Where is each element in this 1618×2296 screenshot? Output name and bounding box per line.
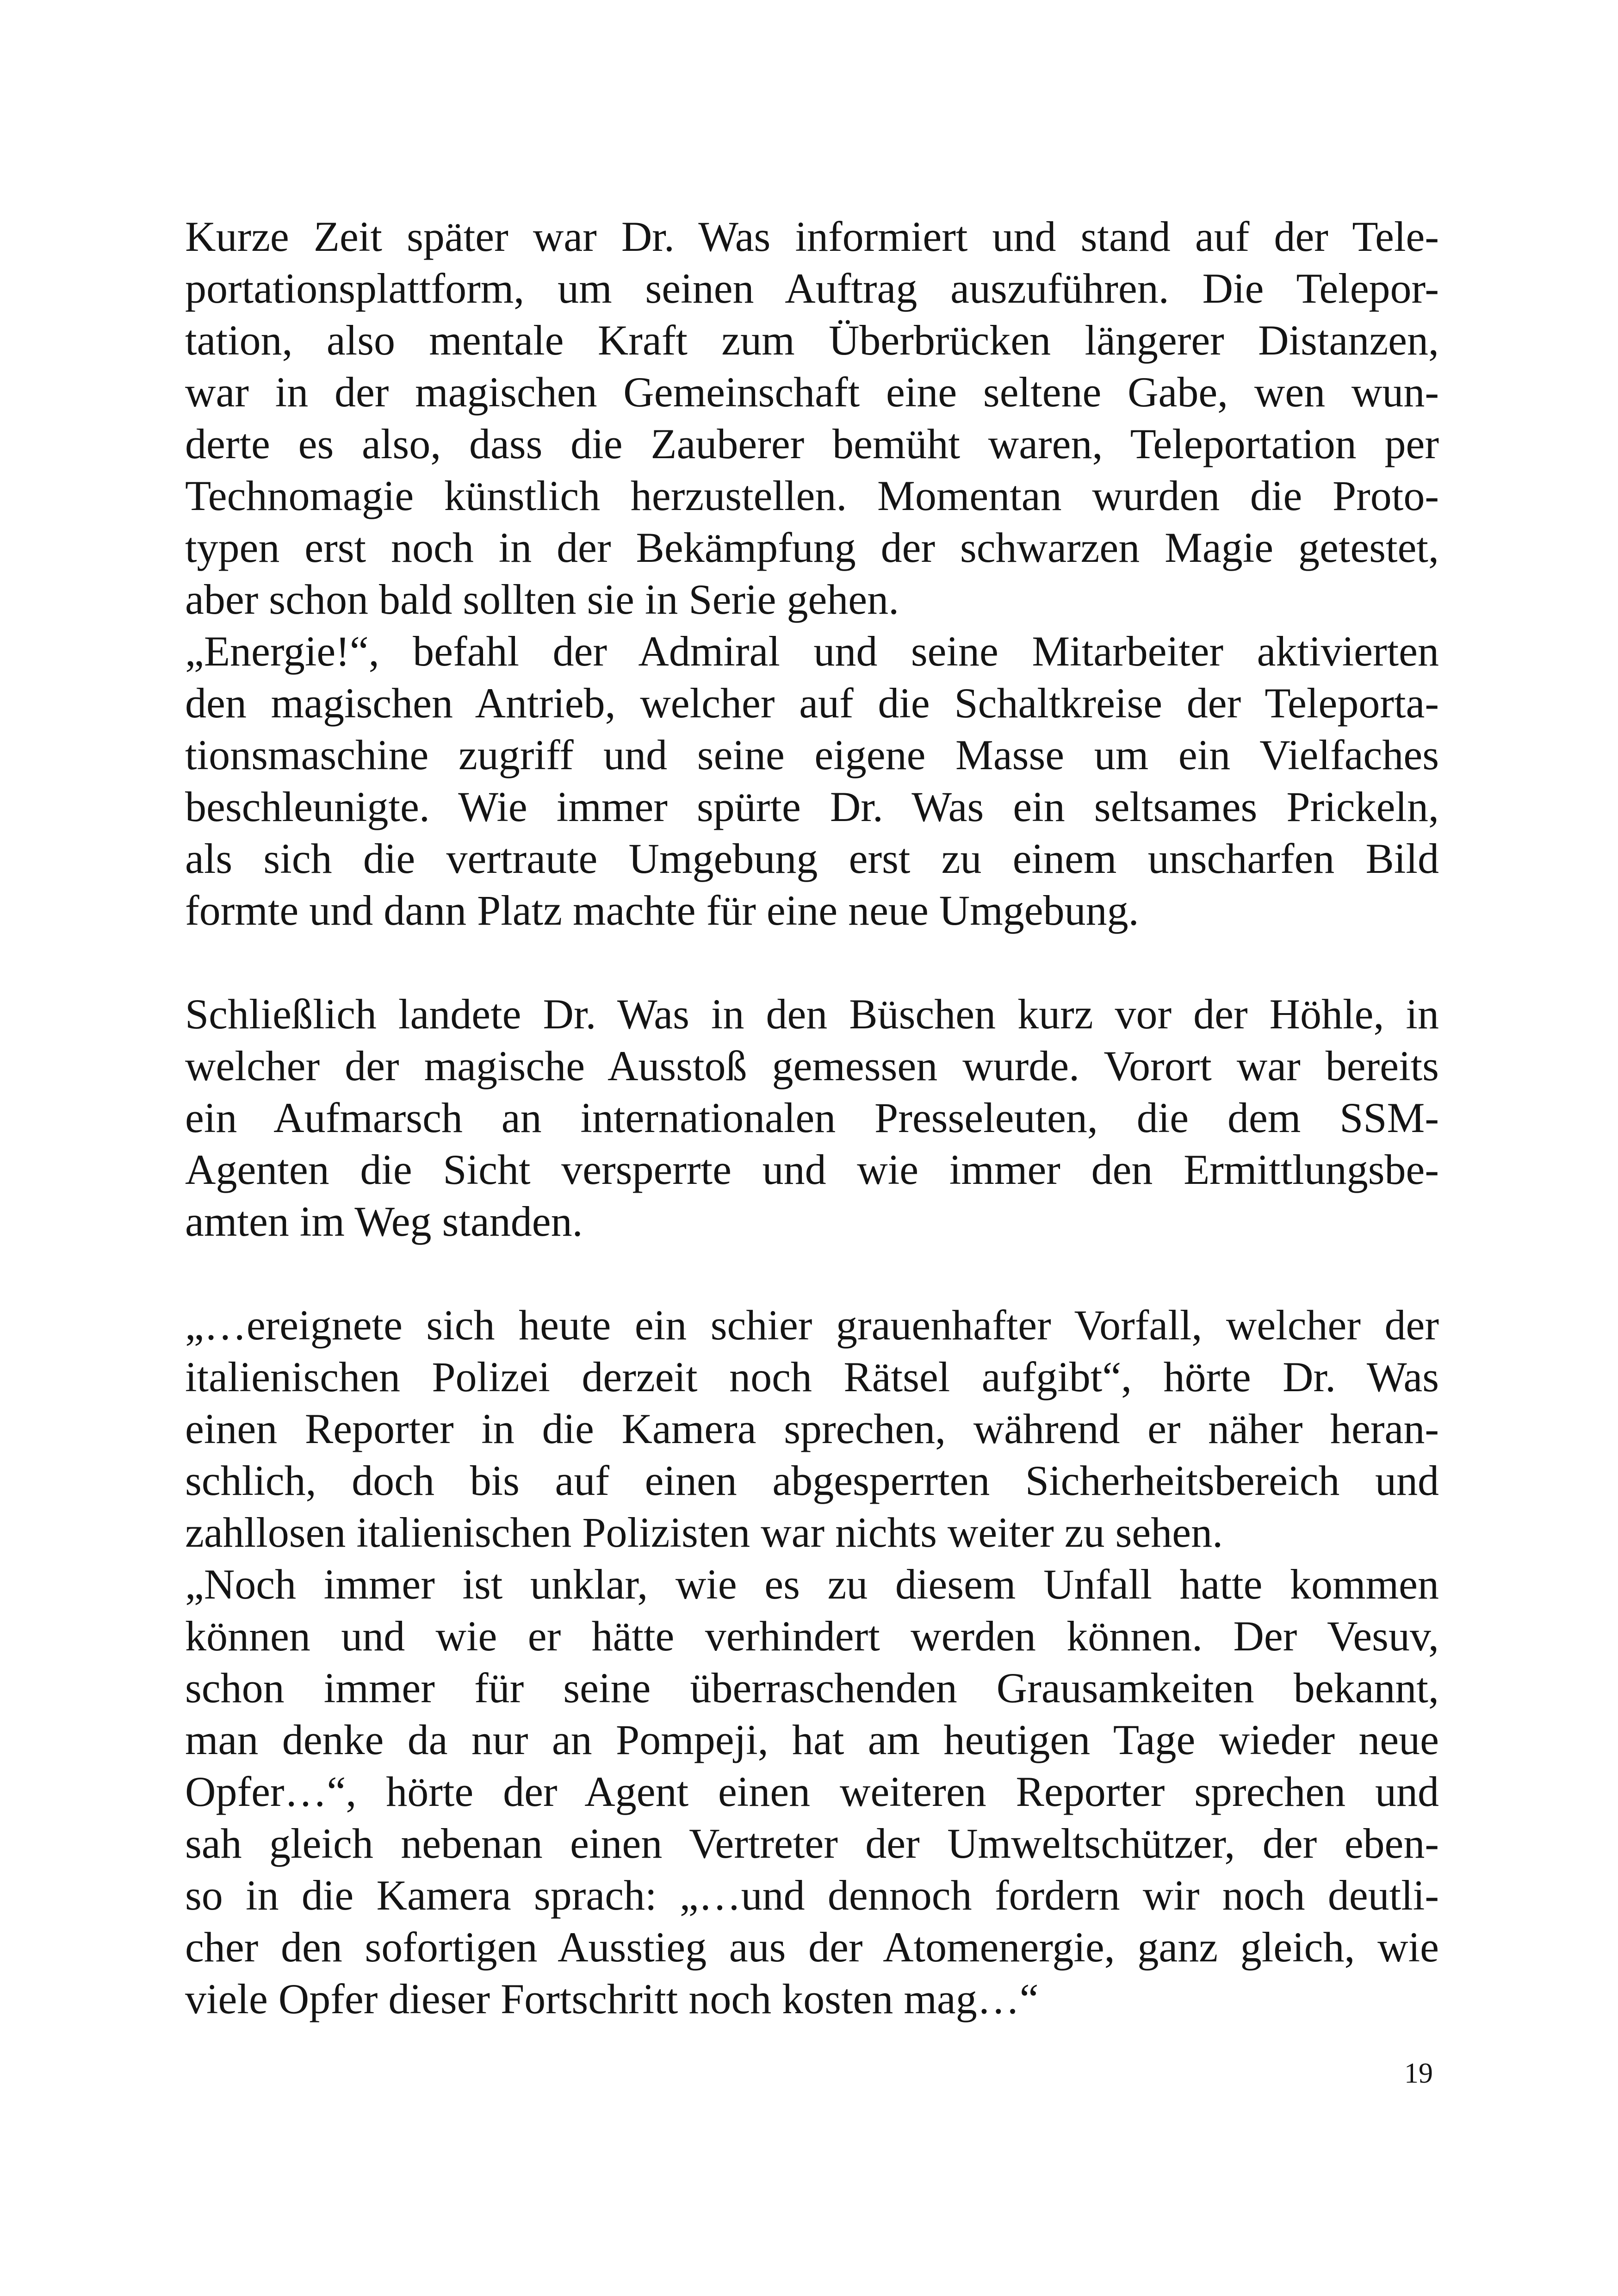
text-line: Opfer…“, hörte der Agent einen weiteren Reporter sprechen und <box>185 1768 1439 1815</box>
paragraph-gap <box>185 936 1439 988</box>
paragraph <box>185 211 1439 625</box>
text-line: Agenten die Sicht versperrte und wie immer den Ermittlungsbe- <box>185 1146 1439 1193</box>
text-line: cher den sofortigen Ausstieg aus der Atomenergie, ganz gleich, wie <box>185 1923 1439 1971</box>
text-line: können und wie er hätte verhindert werden können. Der Vesuv, <box>185 1612 1439 1660</box>
text-line: schon immer für seine überraschenden Grausamkeiten bekannt, <box>185 1664 1439 1711</box>
text-line: Kurze Zeit später war Dr. Was informiert und stand auf der Tele- <box>185 213 1439 260</box>
paragraph <box>185 1558 1439 2025</box>
text-line: „Noch immer ist unklar, wie es zu diesem Unfall hatte kommen <box>185 1561 1439 1608</box>
text-line: formte und dann Platz machte für eine neue Umgebung. <box>185 887 1139 934</box>
text-line: viele Opfer dieser Fortschritt noch kosten mag…“ <box>185 1975 1039 2022</box>
page-number: 19 <box>1404 2058 1433 2089</box>
text-line: schlich, doch bis auf einen abgesperrten Sicherheitsbereich und <box>185 1457 1439 1504</box>
paragraph <box>185 988 1439 1247</box>
text-line: tionsmaschine zugriff und seine eigene Masse um ein Vielfaches <box>185 731 1439 778</box>
text-line: zahllosen italienischen Polizisten war nichts weiter zu sehen. <box>185 1509 1223 1556</box>
text-line: italienischen Polizei derzeit noch Rätsel aufgibt“, hörte Dr. Was <box>185 1353 1439 1400</box>
text-line: tation, also mentale Kraft zum Überbrücken längerer Distanzen, <box>185 317 1439 364</box>
text-line: so in die Kamera sprach: „…und dennoch fordern wir noch deutli- <box>185 1872 1439 1919</box>
paragraph <box>185 625 1439 936</box>
text-line: als sich die vertraute Umgebung erst zu einem unscharfen Bild <box>185 835 1439 882</box>
text-line: portationsplattform, um seinen Auftrag auszuführen. Die Telepor- <box>185 265 1439 312</box>
text-line: einen Reporter in die Kamera sprechen, während er näher heran- <box>185 1405 1439 1452</box>
text-line: welcher der magische Ausstoß gemessen wurde. Vorort war bereits <box>185 1042 1439 1089</box>
text-line: den magischen Antrieb, welcher auf die Schaltkreise der Teleporta- <box>185 679 1439 727</box>
text-line: war in der magischen Gemeinschaft eine seltene Gabe, wen wun- <box>185 368 1439 416</box>
paragraph-gap <box>185 1247 1439 1299</box>
text-line: derte es also, dass die Zauberer bemüht waren, Teleportation per <box>185 420 1439 467</box>
body-text <box>185 211 1439 2025</box>
paragraph <box>185 1299 1439 1558</box>
text-line: ein Aufmarsch an internationalen Presseleuten, die dem SSM- <box>185 1094 1439 1141</box>
text-line: Schließlich landete Dr. Was in den Büschen kurz vor der Höhle, in <box>185 990 1439 1038</box>
text-line: „Energie!“, befahl der Admiral und seine Mitarbeiter aktivierten <box>185 628 1439 675</box>
text-line: man denke da nur an Pompeji, hat am heutigen Tage wieder neue <box>185 1716 1439 1763</box>
text-line: aber schon bald sollten sie in Serie gehen. <box>185 576 899 623</box>
text-line: Technomagie künstlich herzustellen. Momentan wurden die Proto- <box>185 472 1439 519</box>
text-line: beschleunigte. Wie immer spürte Dr. Was ein seltsames Prickeln, <box>185 783 1439 830</box>
text-line: typen erst noch in der Bekämpfung der schwarzen Magie getestet, <box>185 524 1439 571</box>
text-line: sah gleich nebenan einen Vertreter der Umweltschützer, der eben- <box>185 1820 1439 1867</box>
text-line: amten im Weg standen. <box>185 1198 583 1245</box>
text-line: „…ereignete sich heute ein schier grauenhafter Vorfall, welcher der <box>185 1301 1439 1349</box>
